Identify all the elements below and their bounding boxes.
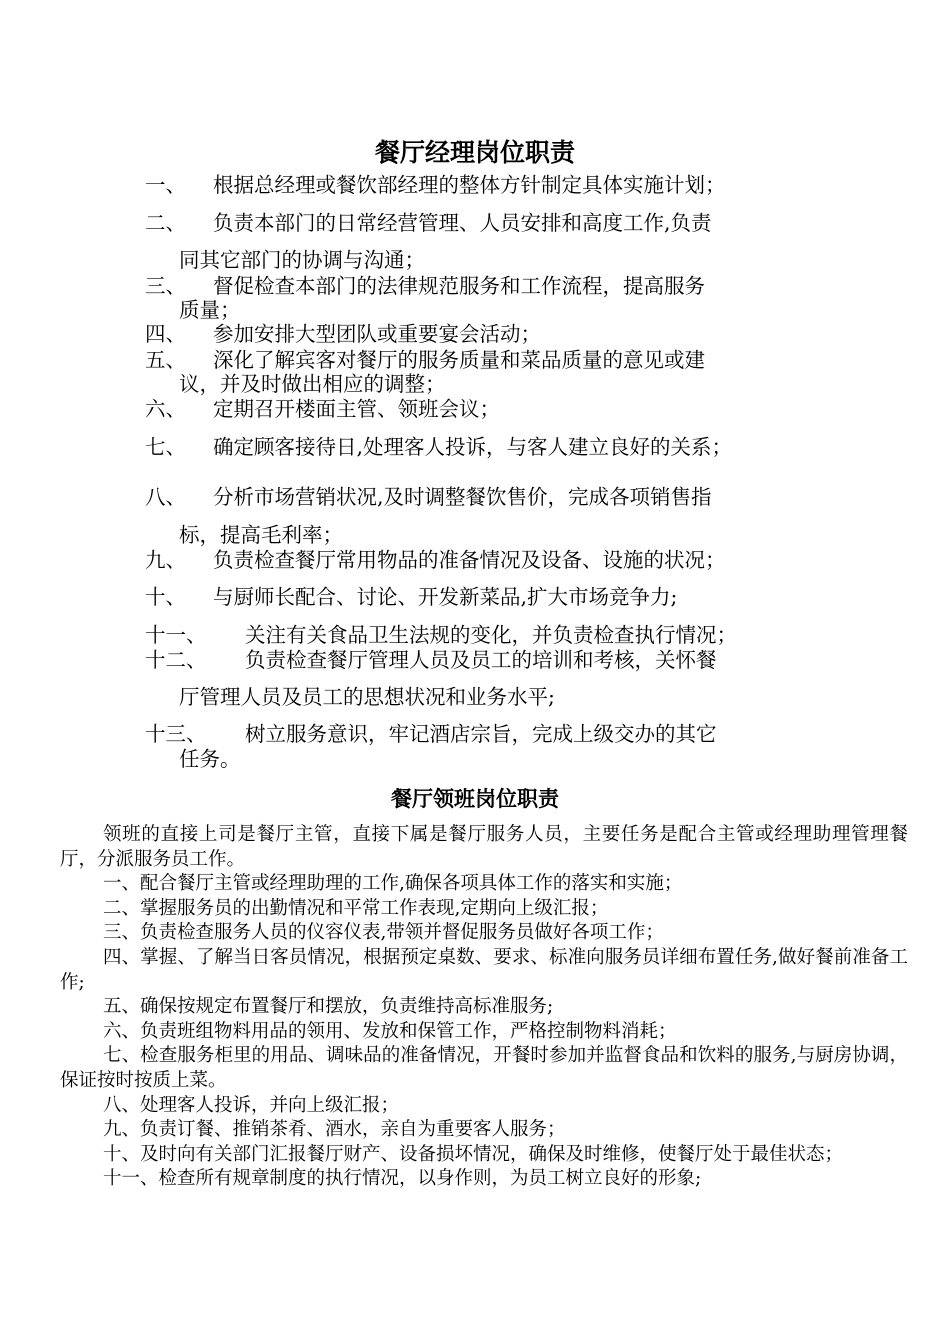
list-item — [145, 548, 726, 572]
item-text: 深化了解宾客对餐厅的服务质量和菜品质量的意见或建 — [213, 348, 705, 372]
list-item — [145, 435, 732, 459]
list-item — [145, 274, 705, 298]
paragraph: 二、掌握服务员的出勤情况和平常工作表现,定期向上级汇报； — [103, 897, 609, 919]
paragraph: 十、及时向有关部门汇报餐厅财产、设备损坏情况，确保及时维修，使餐厅处于最佳状态； — [103, 1143, 844, 1165]
item-text: 参加安排大型团队或重要宴会活动； — [213, 322, 541, 346]
item-number: 七、 — [145, 435, 186, 459]
item-continuation: 任务。 — [179, 747, 241, 771]
list-item — [145, 648, 717, 672]
item-text: 关注有关食品卫生法规的变化，并负责检查执行情况； — [245, 623, 737, 647]
item-number: 六、 — [145, 397, 186, 421]
item-text: 负责检查餐厅常用物品的准备情况及设备、设施的状况； — [213, 548, 726, 572]
item-text: 确定顾客接待日,处理客人投诉，与客人建立良好的关系； — [213, 435, 733, 459]
item-continuation: 议，并及时做出相应的调整； — [179, 372, 446, 396]
list-item — [145, 322, 541, 346]
list-item — [145, 173, 726, 197]
section2-title: 餐厅领班岗位职责 — [391, 787, 559, 811]
section1-title: 餐厅经理岗位职责 — [374, 138, 575, 167]
item-number: 八、 — [145, 485, 186, 509]
item-text: 定期召开楼面主管、领班会议； — [213, 397, 500, 421]
paragraph: 领班的直接上司是餐厅主管，直接下属是餐厅服务人员，主要任务是配合主管或经理助理管理餐厅，分派服务员工作。 — [60, 824, 908, 870]
paragraph: 九、负责订餐、推销茶肴、酒水，亲自为重要客人服务； — [103, 1119, 566, 1141]
item-text: 分析市场营销状况,及时调整餐饮售价，完成各项销售指 — [213, 485, 712, 509]
item-number: 三、 — [145, 274, 186, 298]
list-item — [145, 623, 737, 647]
item-text: 与厨师长配合、讨论、开发新菜品,扩大市场竞争力; — [213, 585, 678, 609]
item-number: 十三、 — [145, 722, 207, 746]
item-text: 树立服务意识，牢记酒店宗旨，完成上级交办的其它 — [245, 722, 717, 746]
item-number: 十二、 — [145, 648, 207, 672]
paragraph: 三、负责检查服务人员的仪容仪表,带领并督促服务员做好各项工作； — [103, 922, 664, 944]
item-number: 十、 — [145, 585, 186, 609]
item-continuation: 标，提高毛利率； — [179, 523, 343, 547]
paragraph: 四、掌握、了解当日客员情况，根据预定桌数、要求、标准向服务员详细布置任务,做好餐前准备工作; — [60, 946, 908, 993]
list-item — [145, 722, 717, 746]
item-number: 五、 — [145, 348, 186, 372]
item-continuation: 同其它部门的协调与沟通； — [179, 248, 425, 272]
list-item — [145, 348, 705, 372]
item-number: 四、 — [145, 322, 186, 346]
paragraph: 七、检查服务柜里的用品、调味品的准备情况，开餐时参加并监督食品和饮料的服务,与厨房协调，保证按时按质上菜。 — [60, 1045, 908, 1091]
item-text: 督促检查本部门的法律规范服务和工作流程，提高服务 — [213, 274, 705, 298]
item-number: 二、 — [145, 211, 186, 235]
item-continuation: 厅管理人员及员工的思想状况和业务水平; — [179, 685, 555, 709]
item-text: 负责本部门的日常经营管理、人员安排和高度工作,负责 — [213, 211, 712, 235]
item-text: 负责检查餐厅管理人员及员工的培训和考核，关怀餐 — [245, 648, 717, 672]
item-number: 九、 — [145, 548, 186, 572]
paragraph: 五、确保按规定布置餐厅和摆放，负责维持高标准服务; — [103, 996, 554, 1018]
item-number: 一、 — [145, 173, 186, 197]
paragraph: 十一、检查所有规章制度的执行情况，以身作则，为员工树立良好的形象; — [103, 1168, 702, 1190]
paragraph: 六、负责班组物料用品的领用、发放和保管工作，严格控制物料消耗； — [103, 1020, 677, 1042]
list-item — [145, 485, 712, 509]
item-number: 十一、 — [145, 623, 207, 647]
item-text: 根据总经理或餐饮部经理的整体方针制定具体实施计划； — [213, 173, 726, 197]
paragraph: 八、处理客人投诉，并向上级汇报； — [103, 1094, 400, 1116]
list-item — [145, 585, 677, 609]
list-item — [145, 211, 712, 235]
item-continuation: 质量； — [179, 298, 241, 322]
paragraph: 一、配合餐厅主管或经理助理的工作,确保各项具体工作的落实和实施； — [103, 873, 683, 895]
list-item — [145, 397, 500, 421]
section2-body — [60, 823, 908, 1192]
